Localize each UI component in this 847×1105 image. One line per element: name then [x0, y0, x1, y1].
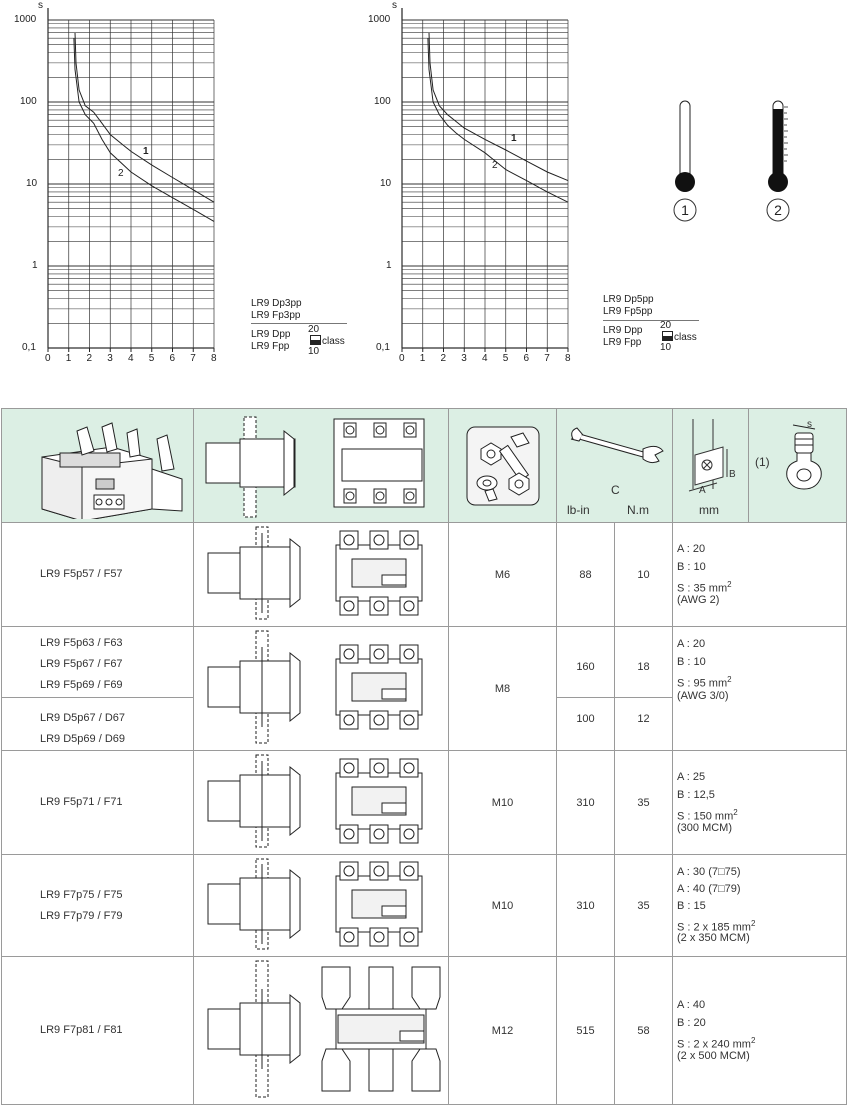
torque-lbin: 100: [576, 713, 595, 725]
table-row: [2, 855, 847, 957]
mounting-drawing-cell: [194, 957, 449, 1105]
x-tick: 1: [65, 353, 72, 364]
model-name: LR9 F7p81 / F81: [40, 1024, 123, 1036]
class-10: 10: [308, 346, 320, 357]
dimension-cell: [673, 523, 847, 627]
dim-line: (2 x 350 MCM): [677, 932, 750, 945]
mounting-views-illustration: [194, 409, 449, 519]
dimension-cell: [673, 627, 847, 751]
torque-nm: 10: [615, 523, 673, 627]
header-dimensions: [673, 409, 749, 523]
unit-mm: mm: [699, 503, 719, 517]
bolts-nuts-icon: [449, 409, 557, 519]
model-name: LR9 F5p57 / F57: [40, 568, 123, 580]
dim-line: (300 MCM): [677, 822, 733, 835]
legend-class-model: LR9 Fpp: [251, 341, 290, 352]
dim-line: B : 12,5: [677, 788, 715, 801]
header-relay-image: [2, 409, 194, 523]
class-20: 20: [308, 324, 320, 335]
unit-nm: N.m: [627, 503, 649, 517]
y-tick: 1: [386, 260, 392, 271]
mounting-drawing: [194, 627, 449, 747]
torque-nm: 12: [637, 713, 650, 725]
x-tick: 6: [523, 353, 530, 364]
y-tick: 0,1: [22, 342, 36, 353]
subrow-divider: [2, 697, 193, 698]
ring-lug-icon: [779, 419, 839, 499]
dim-line: S : 95 $mm^2$: [677, 675, 732, 690]
x-tick: 8: [565, 353, 571, 364]
legend-class-model: LR9 Dpp: [251, 329, 291, 340]
y-unit-label: s: [38, 0, 43, 11]
dim-b-label: B: [729, 469, 736, 480]
model-cell: [2, 523, 194, 627]
screw-size: M12: [449, 957, 557, 1105]
table-row: [2, 523, 847, 627]
legend-model: LR9 Fp5pp: [603, 306, 653, 317]
legend-divider: [603, 320, 699, 321]
class-selector-icon: [662, 331, 673, 341]
table-header-row: [2, 409, 847, 523]
dim-line: (AWG 2): [677, 594, 720, 607]
x-tick: 8: [211, 353, 217, 364]
y-tick: 1000: [368, 14, 391, 25]
class-word: class: [674, 332, 697, 343]
torque-nm: 58: [615, 957, 673, 1105]
class-10: 10: [660, 342, 672, 353]
screw-size: M6: [449, 523, 557, 627]
x-tick: 7: [190, 353, 196, 364]
thermometer-label-1: 1: [681, 202, 689, 218]
y-tick: 100: [20, 96, 37, 107]
torque-lbin: 310: [557, 751, 615, 855]
table-row: [2, 751, 847, 855]
x-tick: 0: [399, 353, 405, 364]
x-tick: 2: [86, 353, 93, 364]
lug-s-label: s: [807, 419, 812, 430]
model-name: LR9 F5p69 / F69: [40, 679, 123, 691]
mounting-drawing-cell: [194, 855, 449, 957]
model-name: LR9 D5p67 / D67: [40, 712, 125, 724]
dim-line: S : 35 $mm^2$: [677, 579, 732, 595]
dim-line: B : 10: [677, 656, 706, 668]
curve-label-2: 2: [118, 168, 124, 179]
y-unit-label: s: [392, 0, 397, 11]
model-name: LR9 F7p75 / F75: [40, 888, 123, 901]
torque-nm-cell: [615, 627, 673, 751]
y-tick: 10: [380, 178, 392, 189]
dim-line: A : 40 (7□79): [677, 882, 741, 895]
screw-size: M10: [449, 855, 557, 957]
legend-class-model: LR9 Fpp: [603, 337, 642, 348]
legend-model: LR9 Fp3pp: [251, 310, 301, 321]
curve-label-2: 2: [492, 160, 498, 171]
class-20: 20: [660, 320, 672, 331]
dim-line: A : 20: [677, 542, 706, 555]
model-name: LR9 F7p79 / F79: [40, 909, 123, 922]
mounting-drawing-cell: [194, 627, 449, 751]
dim-line: B : 15: [677, 899, 706, 912]
dim-line: S : 2 x 185 $mm^2$: [677, 918, 756, 934]
legend-model: LR9 Dp5pp: [603, 294, 654, 305]
legend-divider: [251, 323, 347, 324]
dim-a-label: A: [699, 485, 706, 496]
dimension-cell: [673, 751, 847, 855]
table-row: [2, 957, 847, 1105]
x-tick: 3: [461, 353, 467, 364]
x-tick: 5: [148, 353, 155, 364]
thermometer-label-2: 2: [774, 202, 782, 218]
model-cell: [2, 957, 194, 1105]
dim-line: S : 2 x 240 $mm^2$: [677, 1035, 756, 1051]
screw-size: M10: [449, 751, 557, 855]
torque-lbin: 88: [557, 523, 615, 627]
mounting-drawing: [194, 523, 449, 623]
screw-size: M8: [449, 627, 557, 751]
mounting-drawing: [194, 957, 449, 1101]
dim-line: A : 20: [677, 638, 706, 650]
x-tick: 5: [502, 353, 509, 364]
y-tick: 1: [32, 260, 38, 271]
class-selector-icon: [310, 335, 321, 345]
dim-line: A : 30 (7□75): [677, 865, 741, 878]
dimension-cell: [673, 957, 847, 1105]
wrench-icon: [567, 425, 667, 465]
subrow-divider: [615, 697, 672, 698]
curve-label-1: 1: [511, 133, 517, 144]
x-tick: 6: [169, 353, 176, 364]
terminal-dimension-diagram: [683, 419, 743, 499]
unit-lbin: lb-in: [567, 503, 590, 517]
torque-lbin: 160: [576, 661, 595, 673]
note-1: (1): [755, 455, 770, 469]
legend-model: LR9 Dp3pp: [251, 298, 302, 309]
x-tick: 4: [128, 353, 134, 364]
legend-class-model: LR9 Dpp: [603, 325, 643, 336]
y-tick: 0,1: [376, 342, 390, 353]
x-tick: 4: [482, 353, 488, 364]
torque-nm: 18: [637, 661, 650, 673]
y-tick: 100: [374, 96, 391, 107]
model-cell: [2, 751, 194, 855]
header-lug: [749, 409, 847, 523]
x-tick: 7: [544, 353, 550, 364]
x-tick: 0: [45, 353, 51, 364]
overload-relay-illustration: [2, 409, 192, 519]
torque-nm: 35: [615, 855, 673, 957]
model-name: LR9 D5p69 / D69: [40, 733, 125, 745]
dim-line: B : 10: [677, 560, 706, 573]
x-tick: 2: [440, 353, 447, 364]
class-word: class: [322, 336, 345, 347]
header-torque: [557, 409, 673, 523]
dimension-cell: [673, 855, 847, 957]
dim-line: A : 25: [677, 770, 706, 783]
dim-line: (2 x 500 MCM): [677, 1050, 750, 1063]
mounting-drawing-cell: [194, 523, 449, 627]
torque-lbin-cell: [557, 627, 615, 751]
connection-spec-table: [1, 408, 847, 1105]
x-tick: 1: [419, 353, 426, 364]
subrow-divider: [557, 697, 614, 698]
curve-label-1: 1: [143, 146, 149, 157]
header-bolt-image: [449, 409, 557, 523]
header-mounting-image: [194, 409, 449, 523]
table-row: [2, 627, 847, 751]
mounting-drawing: [194, 855, 449, 953]
model-cell: [2, 627, 194, 751]
torque-nm: 35: [615, 751, 673, 855]
x-tick: 3: [107, 353, 113, 364]
dim-line: A : 40: [677, 998, 706, 1011]
model-cell: [2, 855, 194, 957]
mounting-drawing-cell: [194, 751, 449, 855]
dim-line: B : 20: [677, 1016, 706, 1029]
y-tick: 1000: [14, 14, 37, 25]
mounting-drawing: [194, 751, 449, 851]
model-name: LR9 F5p71 / F71: [40, 796, 123, 808]
model-name: LR9 F5p67 / F67: [40, 658, 123, 670]
torque-lbin: 310: [557, 855, 615, 957]
dim-line: S : 150 $mm^2$: [677, 807, 738, 823]
torque-lbin: 515: [557, 957, 615, 1105]
model-name: LR9 F5p63 / F63: [40, 637, 123, 649]
torque-c-label: C: [611, 483, 620, 497]
y-tick: 10: [26, 178, 38, 189]
dim-line: (AWG 3/0): [677, 689, 729, 702]
